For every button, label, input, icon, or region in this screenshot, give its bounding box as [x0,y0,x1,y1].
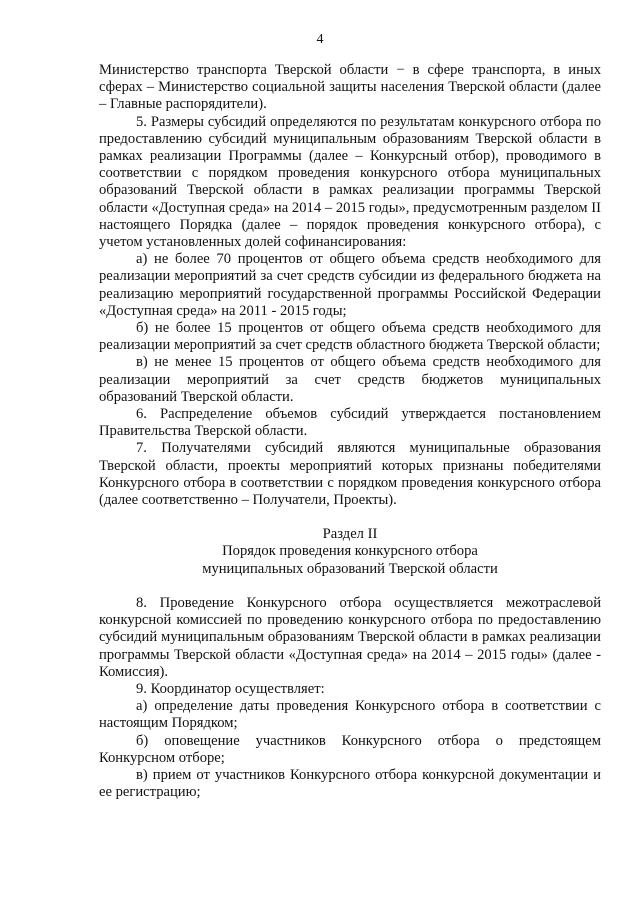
paragraph-item-8: 8. Проведение Конкурсного отбора осуществляется межотраслевой конкурсной комиссией по проведению конкурсного отбора по предоставлению субсидий муниципальным образованиям Тверской области в рамках реализации программы Тверской области «Доступная среда» на 2014 – 2015 годы» (далее - Комиссия). [99,594,601,680]
section-number: Раздел II [322,526,378,543]
paragraph-item-6: 6. Распределение объемов субсидий утверждается постановлением Правительства Тверской области. [99,406,601,440]
paragraph-item-9c: в) прием от участников Конкурсного отбора конкурсной документации и ее регистрацию; [99,766,601,801]
page-number: 4 [316,32,324,47]
paragraph-item-9: 9. Координатор осуществляет: [136,680,325,697]
section-title-line-2: муниципальных образований Тверской области [202,560,498,577]
paragraph-item-9a: а) определение даты проведения Конкурсного отбора в соответствии с настоящим Порядком; [99,698,601,732]
section-heading [99,526,601,578]
document-body [99,62,601,801]
paragraph-ministries: Министерство транспорта Тверской области − в сфере транспорта, в иных сферах – Министерство социальной защиты населения Тверской области (далее – Главные распорядители). [99,62,601,113]
paragraph-item-5: 5. Размеры субсидий определяются по результатам конкурсного отбора по предоставлению субсидий муниципальным образованиям Тверской области в рамках реализации Программы (далее – Конкурсный отбор), проводимого в соответствии с порядком проведения конкурсного отбора муниципальных образований Тверской области в рамках реализации программы Тверской области «Доступная среда» на 2014 – 2015 годы», предусмотренным разделом II настоящего Порядка (далее – порядок проведения конкурсного отбора), с учетом установленных долей софинансирования: [99,113,601,251]
paragraph-item-9b: б) оповещение участников Конкурсного отбора о предстоящем Конкурсном отборе; [99,732,601,766]
paragraph-item-5a: а) не более 70 процентов от общего объема средств необходимого для реализации мероприятий за счет средств субсидии из федерального бюджета на реализацию мероприятий государственной программы Российской Федерации «Доступная среда» на 2011 - 2015 годы; [99,251,601,319]
section-title-line-1: Порядок проведения конкурсного отбора [222,543,478,560]
paragraph-item-5c: в) не менее 15 процентов от общего объема средств необходимого для реализации мероприятий за счет средств бюджетов муниципальных образований Тверской области. [99,354,601,405]
paragraph-item-5b: б) не более 15 процентов от общего объема средств необходимого для реализации мероприятий за счет средств областного бюджета Тверской области; [99,320,601,354]
paragraph-item-7: 7. Получателями субсидий являются муниципальные образования Тверской области, проекты мероприятий которых признаны победителями Конкурсного отбора в соответствии с порядком проведения конкурсного отбора (далее соответственно – Получатели, Проекты). [99,440,601,509]
